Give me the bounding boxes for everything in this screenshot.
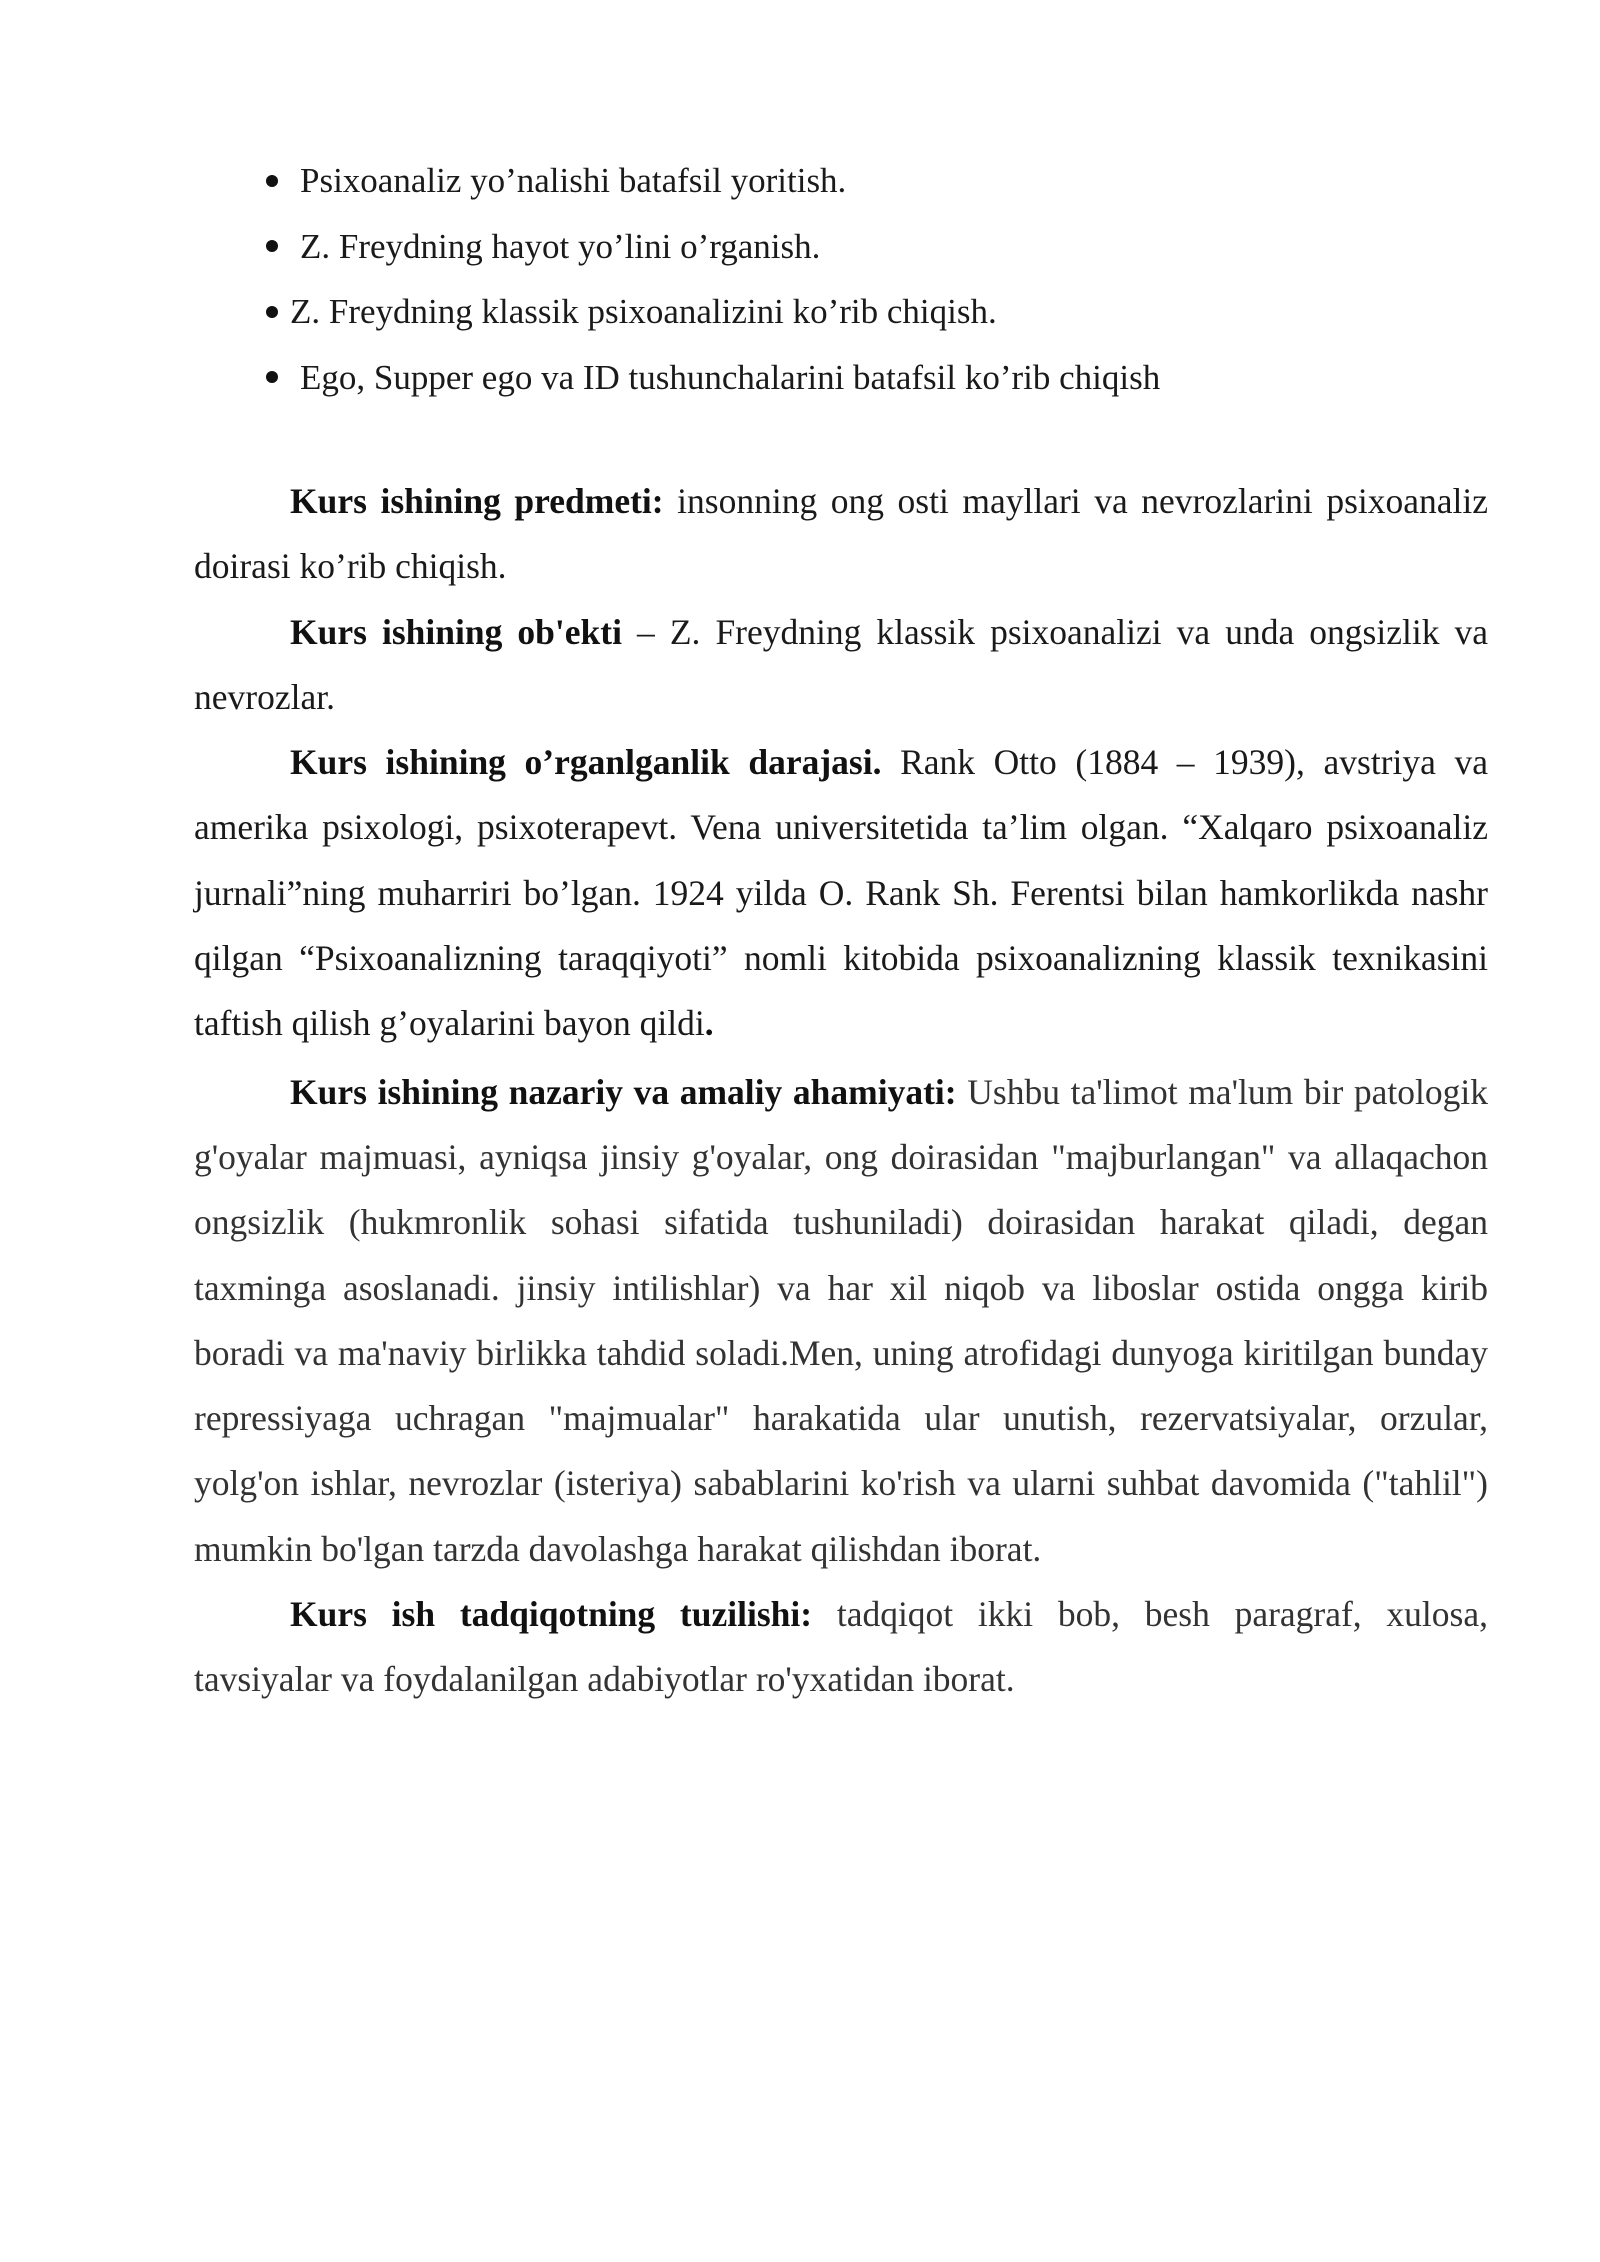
list-item: [266, 345, 1466, 411]
subject-paragraph: [194, 469, 1488, 600]
degree-heading: Kurs ishining o’rganlganlik darajasi.: [290, 742, 882, 783]
degree-paragraph: [194, 730, 1488, 1056]
objectives-list: [266, 148, 1466, 410]
object-heading: Kurs ishining ob'ekti: [290, 611, 622, 652]
bullet-icon: [266, 240, 278, 252]
list-item: [266, 214, 1466, 280]
document-body: [194, 469, 1488, 1713]
degree-end-mark: .: [704, 1003, 714, 1044]
structure-text: tadqiqot ikki bob, besh paragraf, xulosa, tavsiyalar va foydalanilgan adabiyotlar ro'yxatidan iborat.: [194, 1594, 1488, 1700]
list-item: [266, 279, 1466, 345]
significance-paragraph: [194, 1060, 1488, 1582]
bullet-icon: [266, 306, 278, 318]
bullet-icon: [266, 175, 278, 187]
significance-heading: Kurs ishining nazariy va amaliy ahamiyati:: [290, 1071, 957, 1112]
subject-text: insonning ong osti mayllari va nevrozlarini psixoanaliz doirasi ko’rib chiqish.: [194, 481, 1488, 587]
degree-text: Rank Otto (1884 – 1939), avstriya va amerika psixologi, psixoterapevt. Vena universitetida ta’lim olgan. “Xalqaro psixoanaliz jurnali”ning muharriri bo’lgan. 1924 yilda O. Rank Sh. Ferentsi bilan hamkorlikda nashr qilgan “Psixoanalizning taraqqiyoti” nomli kitobida psixoanalizning klassik texnikasini taftish qilish g’oyalarini bayon qildi: [194, 742, 1488, 1044]
subject-heading: Kurs ishining predmeti:: [290, 481, 664, 521]
list-item-text: Z. Freydning klassik psixoanalizini ko’rib chiqish.: [290, 292, 997, 331]
object-paragraph: [194, 600, 1488, 731]
structure-heading: Kurs ish tadqiqotning tuzilishi:: [290, 1594, 813, 1635]
bullet-icon: [266, 371, 278, 383]
list-item: [266, 148, 1466, 214]
list-item-text: Z. Freydning hayot yo’lini o’rganish.: [300, 226, 821, 266]
significance-text: Ushbu ta'limot ma'lum bir patologik g'oyalar majmuasi, ayniqsa jinsiy g'oyalar, ong doirasidan "majburlangan" va allaqachon ongsizlik (hukmronlik sohasi sifatida tushuniladi) doirasidan harakat qiladi, degan taxminga asoslanadi. jinsiy intilishlar) va har xil niqob va liboslar ostida ongga kirib boradi va ma'naviy birlikka tahdid soladi.Men, uning atrofidagi dunyoga kiritilgan bunday repressiyaga uchragan "majmualar" harakatida ular unutish, rezervatsiyalar, orzular, yolg'on ishlar, nevrozlar (isteriya) sabablarini ko'rish va ularni suhbat davomida ("tahlil") mumkin bo'lgan tarzda davolashga harakat qilishdan iborat.: [194, 1071, 1488, 1569]
list-item-text: Psixoanaliz yo’nalishi batafsil yoritish.: [300, 161, 847, 200]
structure-paragraph: [194, 1582, 1488, 1713]
object-text: – Z. Freydning klassik psixoanalizi va unda ongsizlik va nevrozlar.: [194, 611, 1489, 717]
list-item-text: Ego, Supper ego va ID tushunchalarini batafsil ko’rib chiqish: [300, 357, 1161, 397]
